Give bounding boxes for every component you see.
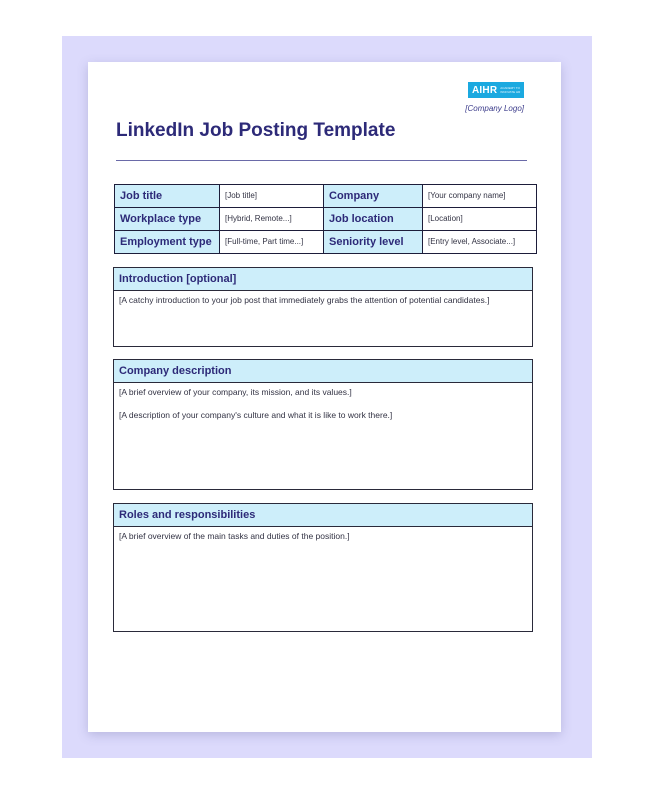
introduction-heading: Introduction [optional] (114, 268, 532, 291)
roles-body[interactable] (114, 527, 532, 546)
workplace-type-label: Workplace type (115, 208, 220, 231)
company-description-text: [A brief overview of your company, its mission, and its values.] (119, 387, 352, 397)
roles-section (113, 503, 533, 632)
employment-type-value[interactable]: [Full-time, Part time...] (220, 231, 324, 254)
roles-heading: Roles and responsibilities (114, 504, 532, 527)
title-divider (116, 160, 527, 161)
seniority-level-value[interactable]: [Entry level, Associate...] (423, 231, 537, 254)
company-description-heading: Company description (114, 360, 532, 383)
company-logo (468, 82, 524, 98)
seniority-level-label: Seniority level (324, 231, 423, 254)
company-value[interactable]: [Your company name] (423, 185, 537, 208)
page-title: LinkedIn Job Posting Template (116, 120, 396, 141)
job-info-table (114, 184, 537, 254)
table-row (115, 231, 537, 254)
introduction-body[interactable] (114, 291, 532, 310)
job-location-value[interactable]: [Location] (423, 208, 537, 231)
job-title-label: Job title (115, 185, 220, 208)
table-row (115, 208, 537, 231)
workplace-type-value[interactable]: [Hybrid, Remote...] (220, 208, 324, 231)
introduction-text: [A catchy introduction to your job post that immediately grabs the attention of potential candidates.] (119, 295, 490, 305)
table-row (115, 185, 537, 208)
roles-text: [A brief overview of the main tasks and duties of the position.] (119, 531, 350, 541)
company-label: Company (324, 185, 423, 208)
introduction-section (113, 267, 533, 347)
company-description-body[interactable] (114, 383, 532, 425)
logo-subtext: ACADEMY TO INNOVATE HR (500, 86, 521, 94)
logo-caption: [Company Logo] (465, 104, 524, 113)
employment-type-label: Employment type (115, 231, 220, 254)
logo-text: AIHR (472, 84, 498, 96)
job-location-label: Job location (324, 208, 423, 231)
job-title-value[interactable]: [Job title] (220, 185, 324, 208)
company-description-section (113, 359, 533, 490)
company-culture-text: [A description of your company's culture and what it is like to work there.] (119, 410, 393, 420)
